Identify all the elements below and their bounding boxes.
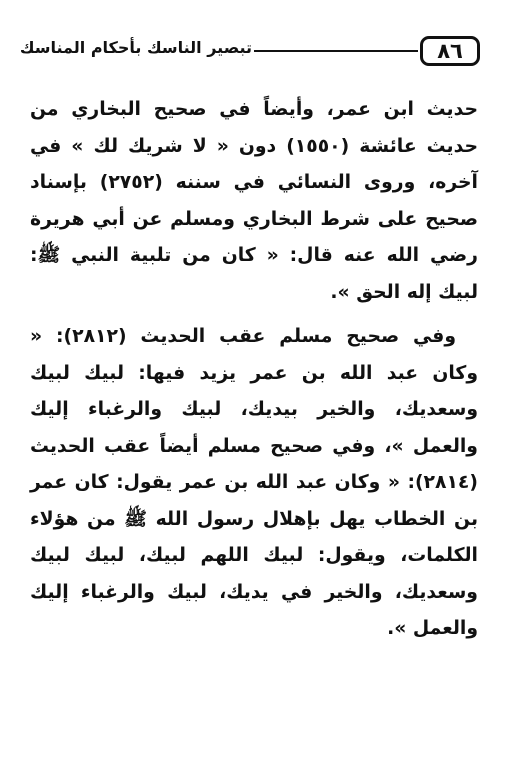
page-number: ٨٦	[420, 36, 480, 66]
book-title: تبصير الناسك بأحكام المناسك	[19, 38, 252, 57]
page-header	[19, 32, 494, 72]
header-rule	[254, 50, 418, 52]
page-body	[30, 92, 478, 648]
paragraph-1: حديث ابن عمر، وأيضاً في صحيح البخاري من حديث عائشة (١٥٥٠) دون « لا شريك لك » في آخره، وروى النسائي في سننه (٢٧٥٢) بإسناد صحيح على شرط البخاري ومسلم عن أبي هريرة رضي الله عنه قال: « كان من تلبية النبي ﷺ: لبيك إله الحق ».	[30, 99, 478, 303]
paragraph-2: وفي صحيح مسلم عقب الحديث (٢٨١٢): « وكان عبد الله بن عمر يزيد فيها: لبيك لبيك وسعديك، والخير بيديك، لبيك والرغباء إليك والعمل »، وفي صحيح مسلم أيضاً عقب الحديث (٢٨١٤): « وكان عبد الله بن عمر يقول: كان عمر بن الخطاب يهل بإهلال رسول الله ﷺ من هؤلاء الكلمات، ويقول: لبيك اللهم لبيك، لبيك لبيك وسعديك، والخير في يديك، لبيك والرغباء إليك والعمل ».	[30, 326, 478, 639]
